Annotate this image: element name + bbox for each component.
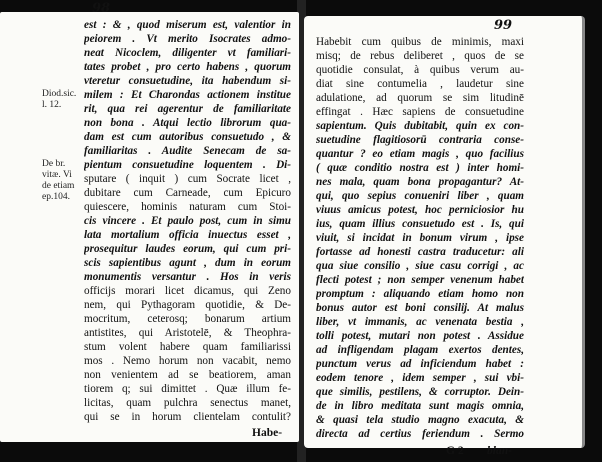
left-page [0, 1, 299, 442]
text-line: pientum consuetudine loquentem . Di- [84, 159, 291, 171]
text-line: bonus autor est boni consilij. At malus [316, 302, 524, 314]
text-line: punctum verus ad inficiendum habet : [316, 358, 524, 370]
text-line: officijs morari licet dicamus, qui Zeno [84, 285, 291, 297]
margin-note-line: ep.104. [42, 192, 70, 202]
text-line: eodem tenore , idem semper , sui vbi- [316, 372, 524, 384]
text-line: sapientum. Quis dubitabit, quin ex con- [316, 120, 524, 132]
text-line: vteretur consuetudine, ita habendum si- [84, 75, 291, 87]
text-line: & quasi tela studio magno exacuta, & [316, 414, 524, 426]
text-line: lata mortalium officia inuectus esset , [84, 229, 291, 241]
text-line: directa ad certius feriendum . Sermo [316, 428, 524, 440]
margin-note-line: Diod.sic. [42, 89, 77, 99]
text-line: antistites, qui Aristotelē, & Theophra- [84, 327, 291, 339]
text-line: ad infligendam plagam exertos dentes, [316, 344, 524, 356]
text-line: fortasse ad honesti castra traducetur: ali [316, 246, 524, 258]
text-line: flecti potest ; non semper venenum habet [316, 274, 524, 286]
text-line: misq; de rebus deliberet , quos de se [316, 50, 524, 62]
text-line: adulatione, ad quorum se sim litudinē [316, 92, 524, 104]
text-line: qui, quo sepius conueniri liber , quam [316, 190, 524, 202]
text-line: cis vincere . Et paulo post, cum in simu [84, 215, 291, 227]
text-line: que similis, pestilens, & corruptor. Dein- [316, 386, 524, 398]
text-line: ( quæ conditio nostra est ) inter homi- [316, 162, 524, 174]
text-line: non bona . Atqui lectio librorum qua- [84, 117, 291, 129]
text-line: quantur ? eo etiam magis , quo facilius [316, 148, 524, 160]
text-line: est : & , quod miserum est, valentior in [84, 19, 291, 31]
text-line: sputare ( inquit ) cum Socrate licet , [84, 173, 291, 185]
text-line: qua siue consilio , siue casu corrigi , ac [316, 260, 524, 272]
margin-note-line: vitæ. Vi [42, 170, 72, 180]
text-line: Habebit cum quibus de minimis, maxi [316, 36, 524, 48]
text-line: tates probet , pro certo habens , quorum [84, 61, 291, 73]
text-line: diat sine contumelia , laudetur sine [316, 78, 524, 90]
text-line: stum volent habere quam familiarissi [84, 341, 291, 353]
text-line: nes mala, quam bona propagantur? At- [316, 176, 524, 188]
right-text-block [316, 35, 524, 441]
text-line: peiorem . Vt merito Isocrates admo- [84, 33, 291, 45]
text-line: tolli potest, mutari non potest . Assidue [316, 330, 524, 342]
right-page [304, 16, 585, 457]
text-line: de in libro meditata sunt magis omnia, [316, 400, 524, 412]
text-line: neat Nicoclem, diligenter vt familiari- [84, 47, 291, 59]
catchword: blan- [487, 445, 512, 457]
margin-note-line: l. 12. [42, 100, 62, 110]
text-line: quotidie consulat, à quibus verum au- [316, 64, 524, 76]
text-line: milem : Et Charondas actionem institue [84, 89, 291, 101]
margin-note [42, 89, 82, 111]
text-line: dubitare cum Carneade, cum Epicuro [84, 187, 291, 199]
margin-note-line: de etiam [42, 181, 75, 191]
text-line: scis sapientibus agunt , dum in eorum [84, 257, 291, 269]
margin-note [42, 159, 82, 203]
text-line: effingat . Hæc sapiens de consuetudine [316, 106, 524, 118]
text-line: tiorem q; sui dimittet . Quæ illum fe- [84, 383, 291, 395]
text-line: mocritum, ceterosq; bonarum artium [84, 313, 291, 325]
text-line: qui se in horum clientelam contulit? [84, 411, 291, 423]
text-line: prosequitur laudes eorum, qui cum pri- [84, 243, 291, 255]
text-line: non venientem ad se beatiorem, aman [84, 369, 291, 381]
text-line: viuus amicus potest, hoc perniciosior hu [316, 204, 524, 216]
text-line: monumentis versantur . Hos in veris [84, 271, 291, 283]
text-line: viuit, si incidat in bonum virum , ipse [316, 232, 524, 244]
text-line: quiescere, hominis naturam cum Stoi- [84, 201, 291, 213]
text-line: dam est cum autoribus consuetudo , & [84, 131, 291, 143]
signature-mark: G 2 [446, 445, 464, 457]
text-line: rit, qua rei agerentur de familiaritate [84, 103, 291, 115]
text-line: suetudine flagitiosorū contraria conse- [316, 134, 524, 146]
text-line: ius, quam illius consuetudo est . Is, qui [316, 218, 524, 230]
left-text-block [84, 18, 291, 424]
text-line: licitas, quam pulchra senectus manet, [84, 397, 291, 409]
text-line: liber, vt immanis, ac venenata bestia , [316, 316, 524, 328]
margin-note-line: De br. [42, 159, 66, 169]
text-line: nem, qui Pythagoram quotidie, & De- [84, 299, 291, 311]
page-number: 98 [92, 1, 111, 16]
text-line: promptum : aliquando etiam homo non [316, 288, 524, 300]
text-line: mos . Nemo horum non vacabit, nemo [84, 355, 291, 367]
page-number: 99 [494, 18, 513, 33]
catchword: Habe- [252, 427, 283, 439]
text-line: familiaritas . Audite Senecam de sa- [84, 145, 291, 157]
